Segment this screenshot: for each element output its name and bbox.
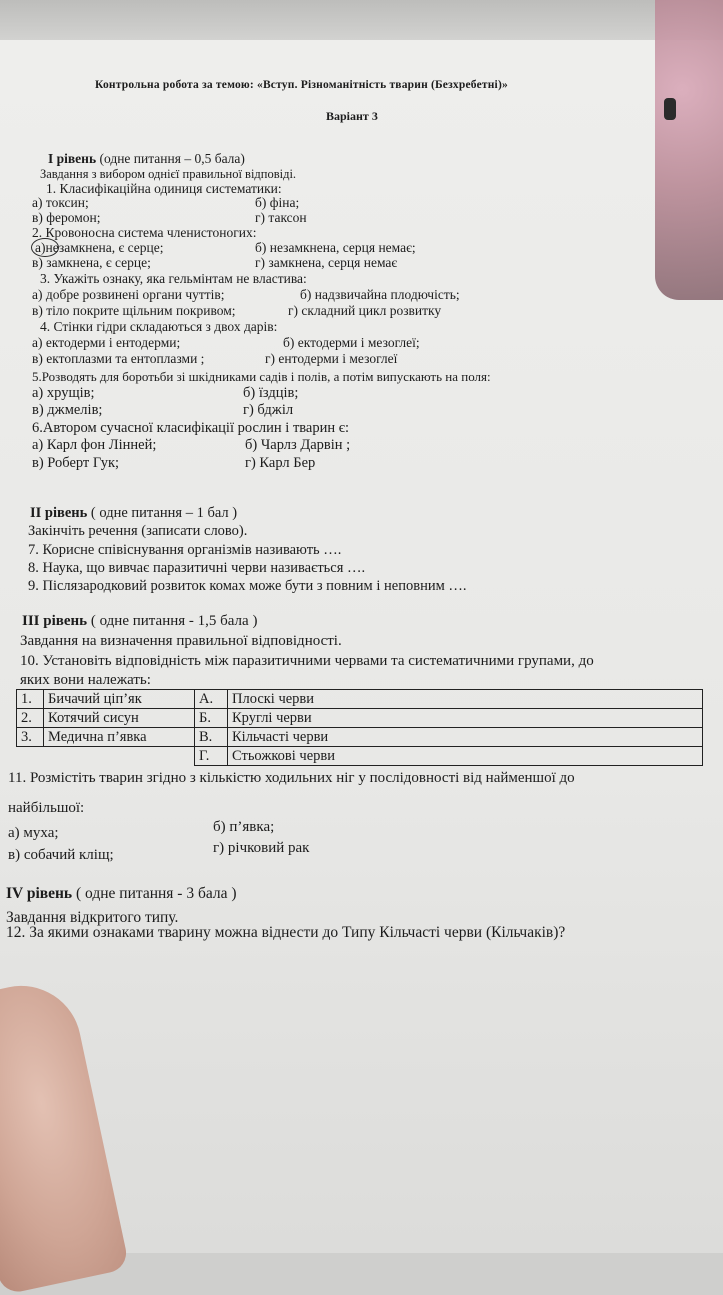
q2-option-d: г) замкнена, серця немає	[255, 255, 398, 270]
q2-option-a: а)незамкнена, є серце;	[35, 240, 164, 255]
level2-points: ( одне питання – 1 бал )	[90, 505, 238, 521]
q6-option-a: а) Карл фон Лінней;	[32, 437, 157, 453]
q10-text-line2: яких вони належать:	[20, 672, 151, 688]
q2-text: 2. Кровоносна система членистоногих:	[32, 225, 257, 240]
q3-text: 3. Укажіть ознаку, яка гельмінтам не властива:	[40, 271, 307, 286]
q6-option-d: г) Карл Бер	[245, 455, 316, 471]
q1-option-d: г) таксон	[255, 210, 307, 225]
level2-instruction: Закінчіть речення (записати слово).	[28, 523, 248, 539]
level4-header	[6, 886, 237, 902]
level3-points: ( одне питання - 1,5 бала )	[90, 613, 258, 629]
pink-pouch-object	[655, 0, 723, 300]
q4-option-a: а) ектодерми і ентодерми;	[32, 335, 181, 350]
row-letter: Б.	[195, 709, 228, 728]
q6-text: 6.Автором сучасної класифікації рослин і тварин є:	[32, 420, 350, 436]
q4-option-c: в) ектоплазми та ентоплазми ;	[32, 351, 205, 366]
q9-text: 9. Післязародковий розвиток комах може бути з повним і неповним ….	[28, 578, 467, 594]
row-group: Круглі черви	[228, 709, 703, 728]
q5-text: 5.Розводять для боротьби зі шкідниками садів і полів, а потім випускають на поля:	[32, 369, 491, 384]
background-top	[0, 0, 723, 40]
q2-option-b: б) незамкнена, серця немає;	[255, 240, 416, 255]
q8-text: 8. Наука, що вивчає паразитичні черви називається ….	[28, 560, 366, 576]
row-number: 2.	[17, 709, 44, 728]
q5-option-c: в) джмелів;	[32, 402, 103, 418]
q11-text-line2: найбільшої:	[8, 800, 85, 816]
q3-option-a: а) добре розвинені органи чуттів;	[32, 287, 225, 302]
q5-option-d: г) бджіл	[243, 402, 294, 418]
level2-heading: ІІ рівень	[30, 505, 88, 521]
row-animal: Бичачий ціп’як	[44, 690, 195, 709]
table-row	[17, 709, 703, 728]
row-number: 3.	[17, 728, 44, 747]
level4-heading: ІV рівень	[6, 885, 73, 902]
q5-option-a: а) хрущів;	[32, 385, 95, 401]
row-group: Плоскі черви	[228, 690, 703, 709]
level4-points: ( одне питання - 3 бала )	[76, 885, 237, 902]
q4-text: 4. Стінки гідри складаються з двох дарів:	[40, 319, 278, 334]
q5-option-b: б) їздців;	[243, 385, 299, 401]
row-group: Кільчасті черви	[228, 728, 703, 747]
document-title: Контрольна робота за темою: «Вступ. Різноманітність тварин (Безхребетні)»	[95, 79, 508, 91]
row-group: Стьожкові черви	[228, 747, 703, 766]
row-animal: Котячий сисун	[44, 709, 195, 728]
q6-option-b: б) Чарлз Дарвін ;	[245, 437, 351, 453]
q1-option-c: в) феромон;	[32, 210, 101, 225]
row-number: 1.	[17, 690, 44, 709]
level4-instruction: Завдання відкритого типу.	[6, 909, 179, 926]
row-number	[17, 747, 44, 766]
q4-option-b: б) ектодерми і мезоглеї;	[283, 335, 420, 350]
table-row	[17, 728, 703, 747]
q11-text-line1: 11. Розмістіть тварин згідно з кількістю ходильних ніг у послідовності від найменшої до	[8, 770, 575, 786]
q11-option-a: а) муха;	[8, 825, 59, 841]
q7-text: 7. Корисне співіснування організмів називають ….	[28, 542, 342, 558]
q3-option-b: б) надзвичайна плодючість;	[300, 287, 460, 302]
level1-instruction: Завдання з вибором однієї правильної відповіді.	[40, 167, 297, 181]
level3-heading: ІІІ рівень	[22, 613, 88, 629]
q2-option-c: в) замкнена, є серце;	[32, 255, 151, 270]
row-animal: Медична п’явка	[44, 728, 195, 747]
level1-points: (одне питання – 0,5 бала)	[99, 151, 245, 166]
level3-header	[22, 614, 257, 629]
table-row	[17, 690, 703, 709]
q1-option-b: б) фіна;	[255, 195, 300, 210]
q10-text-line1: 10. Установіть відповідність між паразитичними червами та систематичними групами, до	[20, 653, 594, 669]
q1-option-a: а) токсин;	[32, 195, 89, 210]
q11-option-c: в) собачий кліщ;	[8, 847, 114, 863]
row-letter: В.	[195, 728, 228, 747]
row-letter: А.	[195, 690, 228, 709]
pouch-zipper	[664, 98, 676, 120]
level2-header	[30, 506, 237, 521]
q1-text: 1. Класифікаційна одиниця систематики:	[46, 181, 282, 196]
q12-text: 12. За якими ознаками тварину можна віднести до Типу Кільчасті черви (Кільчаків)?	[6, 924, 566, 941]
variant-label: Варіант 3	[326, 109, 378, 123]
matching-table	[16, 689, 703, 766]
q3-option-d: г) складний цикл розвитку	[288, 303, 442, 318]
level1-heading: І рівень	[48, 151, 97, 166]
q6-option-c: в) Роберт Гук;	[32, 455, 120, 471]
level1-header	[48, 152, 245, 166]
q4-option-d: г) ентодерми і мезоглеї	[265, 351, 398, 366]
row-animal	[44, 747, 195, 766]
q3-option-c: в) тіло покрите щільним покривом;	[32, 303, 236, 318]
q11-option-d: г) річковий рак	[213, 840, 310, 856]
table-row	[17, 747, 703, 766]
q11-option-b: б) п’явка;	[213, 819, 275, 835]
level3-instruction: Завдання на визначення правильної відповідності.	[20, 633, 342, 649]
row-letter: Г.	[195, 747, 228, 766]
